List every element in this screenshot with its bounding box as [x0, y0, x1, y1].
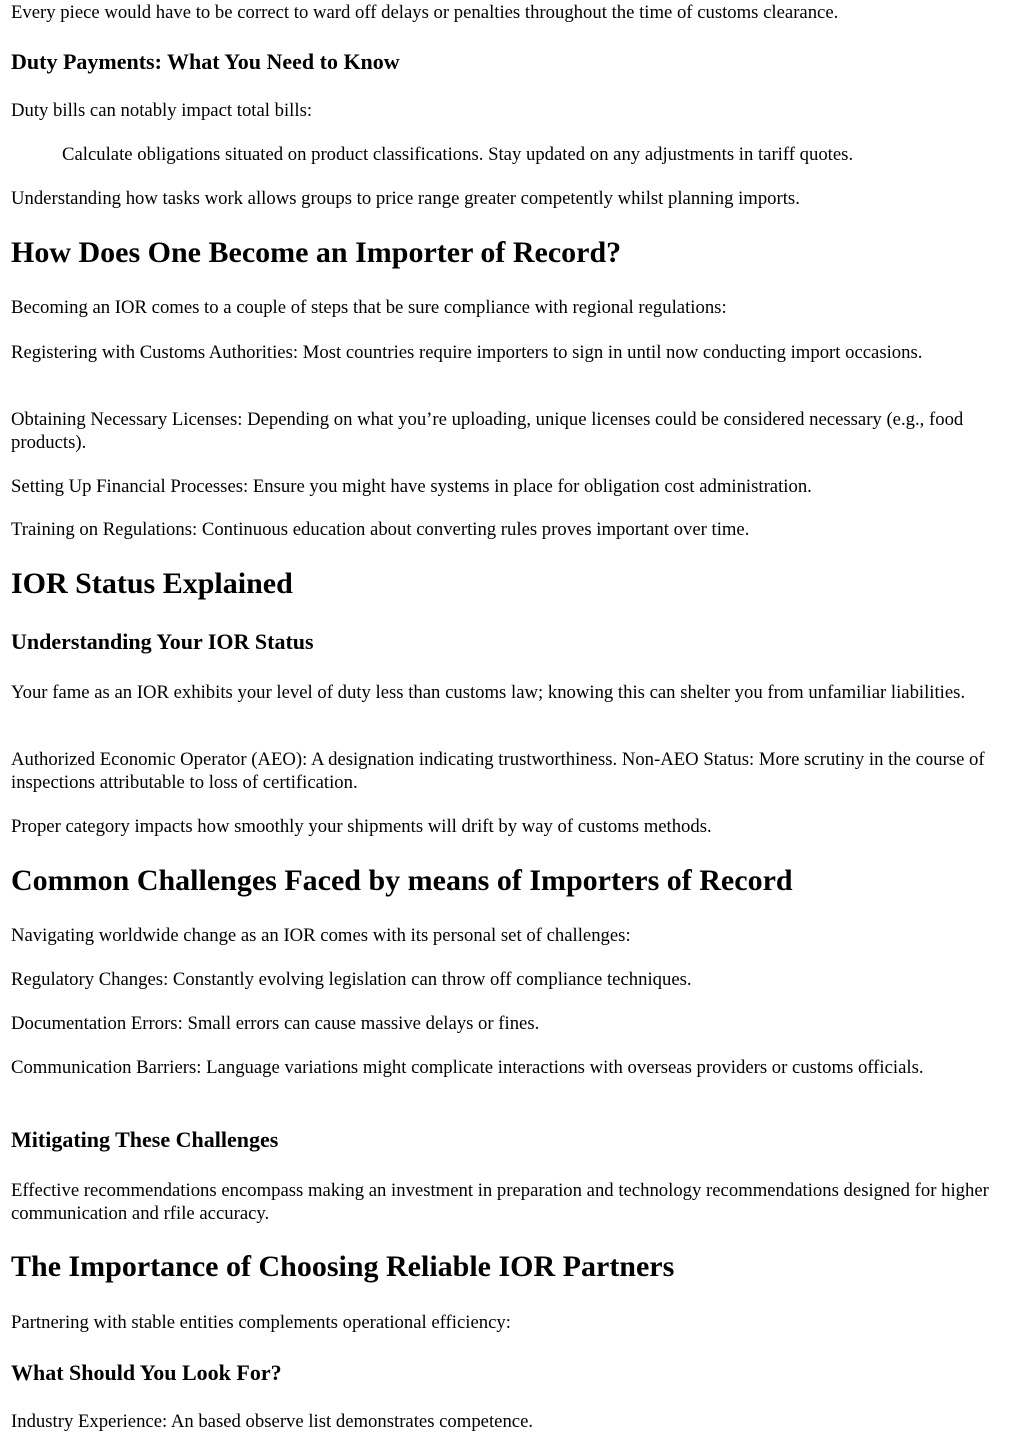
paragraph-training: Training on Regulations: Continuous education about converting rules proves important over time.: [11, 519, 750, 540]
heading-what-to-look-for: What Should You Look For?: [11, 1360, 282, 1385]
heading-ior-status: IOR Status Explained: [11, 567, 293, 600]
heading-reliable-partners: The Importance of Choosing Reliable IOR Partners: [11, 1250, 675, 1283]
paragraph-regulatory: Regulatory Changes: Constantly evolving legislation can throw off compliance techniques.: [11, 969, 692, 990]
paragraph-becoming-ior: Becoming an IOR comes to a couple of steps that be sure compliance with regional regulations:: [11, 297, 727, 318]
heading-become-importer: How Does One Become an Importer of Record?: [11, 236, 622, 269]
paragraph-intro: Every piece would have to be correct to ward off delays or penalties throughout the time of customs clearance.: [11, 2, 839, 23]
heading-understanding-status: Understanding Your IOR Status: [11, 629, 314, 654]
paragraph-partnering: Partnering with stable entities complements operational efficiency:: [11, 1312, 511, 1333]
paragraph-aeo: Authorized Economic Operator (AEO): A designation indicating trustworthiness. Non-AEO Status: More scrutiny in the course of inspections attributable to loss of certification.: [11, 749, 985, 793]
paragraph-duty-bills: Duty bills can notably impact total bills:: [11, 100, 313, 121]
heading-common-challenges: Common Challenges Faced by means of Importers of Record: [11, 864, 793, 897]
paragraph-duty-obligations: Calculate obligations situated on product classifications. Stay updated on any adjustments in tariff quotes.: [62, 144, 854, 165]
heading-mitigating: Mitigating These Challenges: [11, 1127, 279, 1152]
paragraph-documentation: Documentation Errors: Small errors can cause massive delays or fines.: [11, 1013, 540, 1034]
paragraph-licenses: Obtaining Necessary Licenses: Depending on what you’re uploading, unique licenses could be considered necessary (e.g., food products).: [11, 409, 964, 453]
paragraph-industry-experience: Industry Experience: An based observe list demonstrates competence.: [11, 1411, 534, 1432]
paragraph-effective: Effective recommendations encompass making an investment in preparation and technology recommendations designed for higher communication and rfile accuracy.: [11, 1180, 989, 1224]
heading-duty-payments: Duty Payments: What You Need to Know: [11, 49, 400, 74]
paragraph-your-fame: Your fame as an IOR exhibits your level of duty less than customs law; knowing this can shelter you from unfamiliar liabilities.: [11, 682, 966, 703]
paragraph-communication: Communication Barriers: Language variations might complicate interactions with overseas providers or customs officials.: [11, 1057, 924, 1078]
paragraph-proper-category: Proper category impacts how smoothly your shipments will drift by way of customs methods.: [11, 816, 712, 837]
paragraph-understanding-tasks: Understanding how tasks work allows groups to price range greater competently whilst planning imports.: [11, 188, 800, 209]
paragraph-registering: Registering with Customs Authorities: Most countries require importers to sign in until now conducting import occasions.: [11, 342, 923, 363]
paragraph-financial: Setting Up Financial Processes: Ensure you might have systems in place for obligation cost administration.: [11, 476, 812, 497]
paragraph-navigating: Navigating worldwide change as an IOR comes with its personal set of challenges:: [11, 925, 631, 946]
